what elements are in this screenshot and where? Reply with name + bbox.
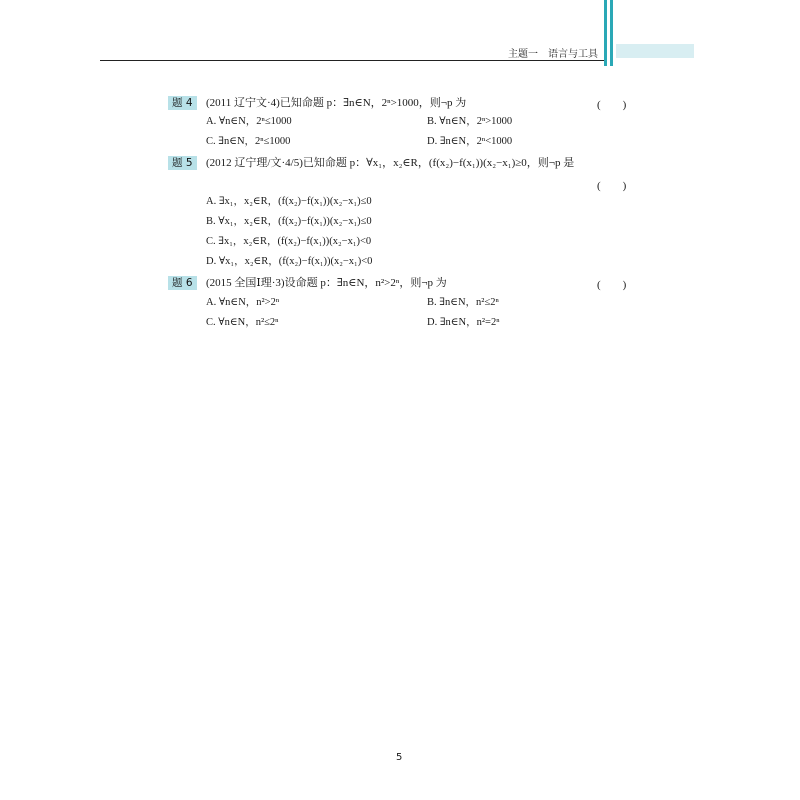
question-5-option-d: D. ∀x₁，x₂∈R，(f(x₂)−f(x₁))(x₂−x₁)<0	[206, 256, 373, 267]
question-5-badge: 题 5	[168, 156, 197, 170]
question-6-option-a: A. ∀n∈N，n²>2ⁿ	[206, 297, 280, 308]
question-4-option-a: A. ∀n∈N，2ⁿ≤1000	[206, 116, 292, 127]
question-6-option-b: B. ∃n∈N，n²≤2ⁿ	[427, 297, 499, 308]
question-6-option-d: D. ∃n∈N，n²=2ⁿ	[427, 317, 500, 328]
question-4-stem: (2011 辽宁文·4)已知命题 p：∃n∈N，2ⁿ>1000，则¬p 为	[206, 97, 467, 109]
page-number: 5	[396, 752, 403, 763]
header-bar-right	[610, 0, 613, 66]
question-5-answer-blank: ( )	[597, 180, 627, 192]
question-6-stem: (2015 全国Ⅰ理·3)设命题 p：∃n∈N，n²>2ⁿ，则¬p 为	[206, 277, 447, 289]
question-4-badge: 题 4	[168, 96, 197, 110]
question-4-option-d: D. ∃n∈N，2ⁿ<1000	[427, 136, 513, 147]
header-rule	[100, 60, 605, 61]
question-4-answer-blank: ( )	[597, 99, 627, 111]
question-5-option-c: C. ∃x₁，x₂∈R，(f(x₂)−f(x₁))(x₂−x₁)<0	[206, 236, 372, 247]
question-4-option-b: B. ∀n∈N，2ⁿ>1000	[427, 116, 513, 127]
question-5-option-a: A. ∃x₁，x₂∈R，(f(x₂)−f(x₁))(x₂−x₁)≤0	[206, 196, 372, 207]
header-theme: 主题一	[508, 49, 538, 60]
header-title: 语言与工具	[548, 49, 598, 60]
question-6-option-c: C. ∀n∈N，n²≤2ⁿ	[206, 317, 279, 328]
header-color-band	[616, 44, 694, 58]
running-header	[508, 45, 598, 60]
question-5-option-b: B. ∀x₁，x₂∈R，(f(x₂)−f(x₁))(x₂−x₁)≤0	[206, 216, 372, 227]
question-6-answer-blank: ( )	[597, 279, 627, 291]
question-5-stem: (2012 辽宁理/文·4/5)已知命题 p：∀x₁，x₂∈R，(f(x₂)−f(x₁))(x₂−x₁)≥0，则¬p 是	[206, 157, 575, 169]
question-4-option-c: C. ∃n∈N，2ⁿ≤1000	[206, 136, 291, 147]
header-bar-left	[604, 0, 607, 66]
question-6-badge: 题 6	[168, 276, 197, 290]
